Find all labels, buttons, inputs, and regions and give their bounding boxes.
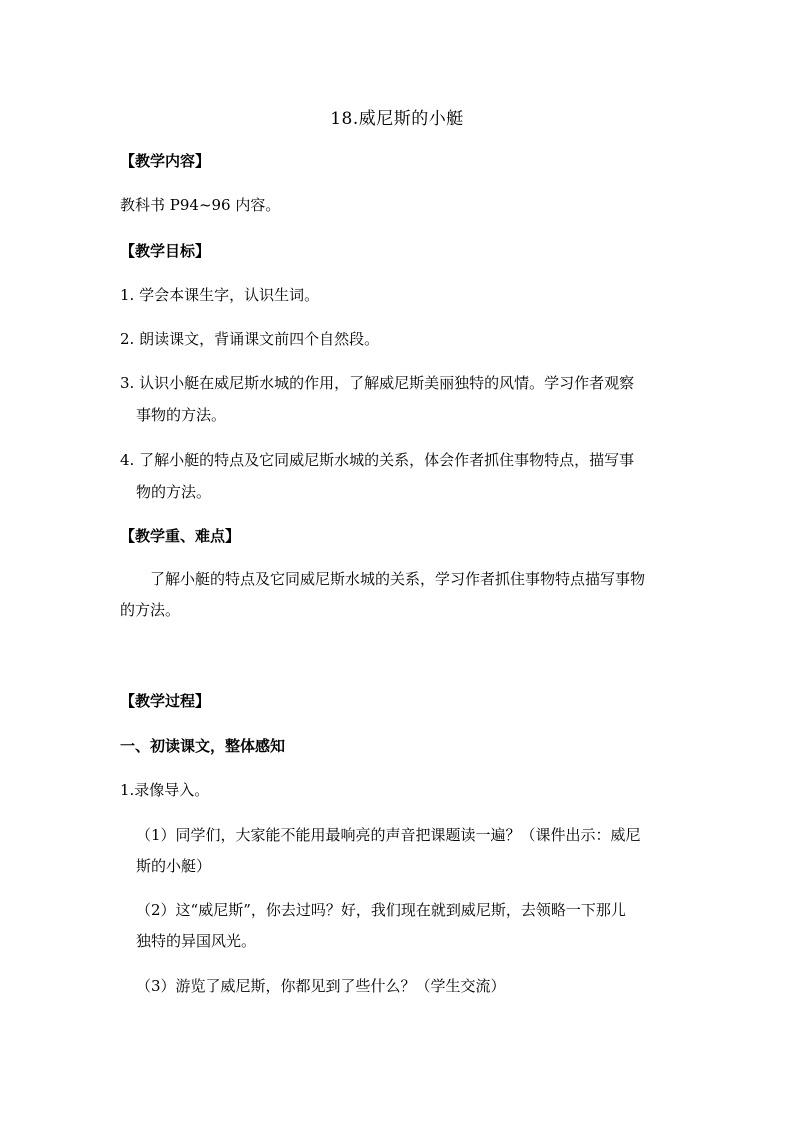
process-paragraph: （2）这“威尼斯”，你去过吗？好，我们现在就到威尼斯，去领略一下那儿 [136,901,626,919]
part-one-heading: 一、初读课文，整体感知 [120,737,286,755]
process-paragraph: （3）游览了威尼斯，你都见到了些什么？（学生交流） [136,977,506,995]
section-heading-content: 【教学内容】 [120,152,211,170]
process-paragraph: （1）同学们，大家能不能用最响亮的声音把课题读一遍？（课件出示：威尼 [136,826,641,844]
goal-item: 3. 认识小艇在威尼斯水城的作用，了解威尼斯美丽独特的风情。学习作者观察 [120,374,635,392]
step-one: 1.录像导入。 [120,781,210,799]
section-heading-process: 【教学过程】 [120,692,211,710]
section-heading-goals: 【教学目标】 [120,242,211,260]
goal-item-continued: 物的方法。 [136,483,212,501]
key-point-text-continued: 的方法。 [120,601,181,619]
section-heading-key-points: 【教学重、难点】 [120,527,241,545]
key-point-text: 了解小艇的特点及它同威尼斯水城的关系，学习作者抓住事物特点描写事物 [150,570,646,588]
goal-item: 1. 学会本课生字，认识生词。 [120,286,320,304]
process-paragraph-continued: 独特的异国风光。 [136,932,257,950]
goal-item: 2. 朗读课文，背诵课文前四个自然段。 [120,330,380,348]
goal-item: 4. 了解小艇的特点及它同威尼斯水城的关系，体会作者抓住事物特点，描写事 [120,451,635,469]
goal-item-continued: 事物的方法。 [136,406,227,424]
content-text: 教科书 P94~96 内容。 [120,196,281,214]
process-paragraph-continued: 斯的小艇） [136,857,212,875]
document-title: 18.威尼斯的小艇 [330,109,464,129]
